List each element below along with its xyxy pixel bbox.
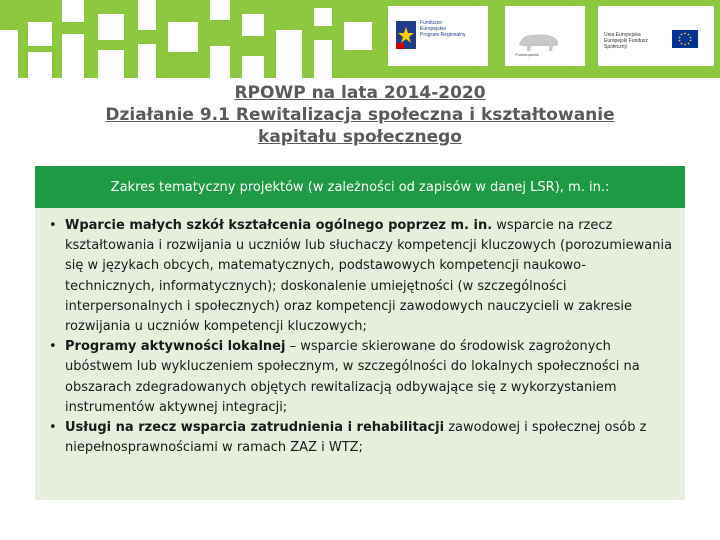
banner-square: [0, 30, 18, 78]
bison-icon: [517, 30, 561, 52]
banner-square: [62, 34, 84, 78]
pod-line: Podkarpackie: [515, 52, 540, 57]
section-header-text: Zakres tematyczny projektów (w zależności od zapisów w danej LSR), m. in.:: [110, 179, 610, 195]
bullet-bold: Programy aktywności lokalnej: [65, 339, 286, 355]
top-banner: [0, 0, 720, 78]
eu-line: Unia Europejska: [604, 32, 641, 38]
list-item: [49, 337, 675, 418]
title-line-1: RPOWP na lata 2014-2020: [234, 83, 486, 103]
banner-square: [138, 44, 156, 78]
banner-square: [314, 8, 332, 26]
bullet-bold: Usługi na rzecz wsparcia zatrudnienia i rehabilitacji: [65, 420, 445, 436]
bullet-dot: •: [49, 420, 57, 436]
fe-line: Europejskie: [420, 26, 447, 32]
podkarpackie-logo: [505, 6, 585, 66]
banner-square: [242, 56, 264, 78]
bullet-text: – wsparcie skierowane do środowisk zagrożonych ubóstwem lub wykluczeniem społecznym, w szczególności do lokalnych społeczności na obszarach zdegradowanych objętych rewitalizacją odbywające się z wykorzystaniem instrumentów aktywnej integracji;: [65, 339, 640, 415]
banner-square: [168, 22, 198, 52]
bullet-text: zawodowej i społecznej osób z niepełnosprawnościami w ramach ZAZ i WTZ;: [65, 420, 647, 456]
eu-line: Europejski Fundusz: [604, 38, 648, 44]
title-line-3: kapitału społecznego: [258, 127, 462, 147]
banner-square: [28, 22, 52, 46]
banner-square: [98, 14, 124, 40]
bullet-dot: •: [49, 339, 57, 355]
unia-europejska-logo: [598, 6, 714, 66]
content-box: [35, 208, 685, 500]
bullet-dot: •: [49, 218, 57, 233]
banner-square: [210, 46, 230, 78]
title-line-2: Działanie 9.1 Rewitalizacja społeczna i kształtowanie: [105, 105, 615, 125]
banner-square: [62, 0, 84, 22]
fe-line: Fundusze: [420, 20, 442, 26]
bullet-text: wsparcie na rzecz kształtowania i rozwijania u uczniów lub słuchaczy kompetencji kluczowych (porozumiewania się w językach obcych, matematycznych, podstawowych kompetencji naukowo-technicznych, informatycznych); doskonalenie umiejętności (w szczególności interpersonalnych i społecznych) oraz kompetencji zawodowych nauczycieli w zakresie rozwijania u uczniów kompetencji kluczowych;: [65, 218, 673, 335]
banner-square: [314, 40, 332, 78]
fundusze-europejskie-logo: [388, 6, 488, 66]
eu-flag-icon: [672, 30, 698, 48]
page-title: [60, 82, 660, 148]
banner-square: [138, 0, 156, 30]
eu-line: Społeczny: [604, 44, 628, 50]
bullet-bold: Wparcie małych szkół kształcenia ogólnego poprzez m. in.: [65, 218, 493, 233]
list-item: [49, 216, 675, 337]
banner-square: [242, 14, 264, 36]
banner-square: [210, 0, 230, 20]
list-item: [49, 418, 675, 458]
banner-square: [28, 52, 52, 78]
banner-square: [344, 22, 372, 50]
fundusze-star-icon: [396, 21, 416, 49]
fe-line: Program Regionalny: [420, 32, 466, 38]
banner-square: [98, 50, 124, 78]
banner-square: [276, 30, 302, 78]
section-header: [35, 166, 685, 208]
